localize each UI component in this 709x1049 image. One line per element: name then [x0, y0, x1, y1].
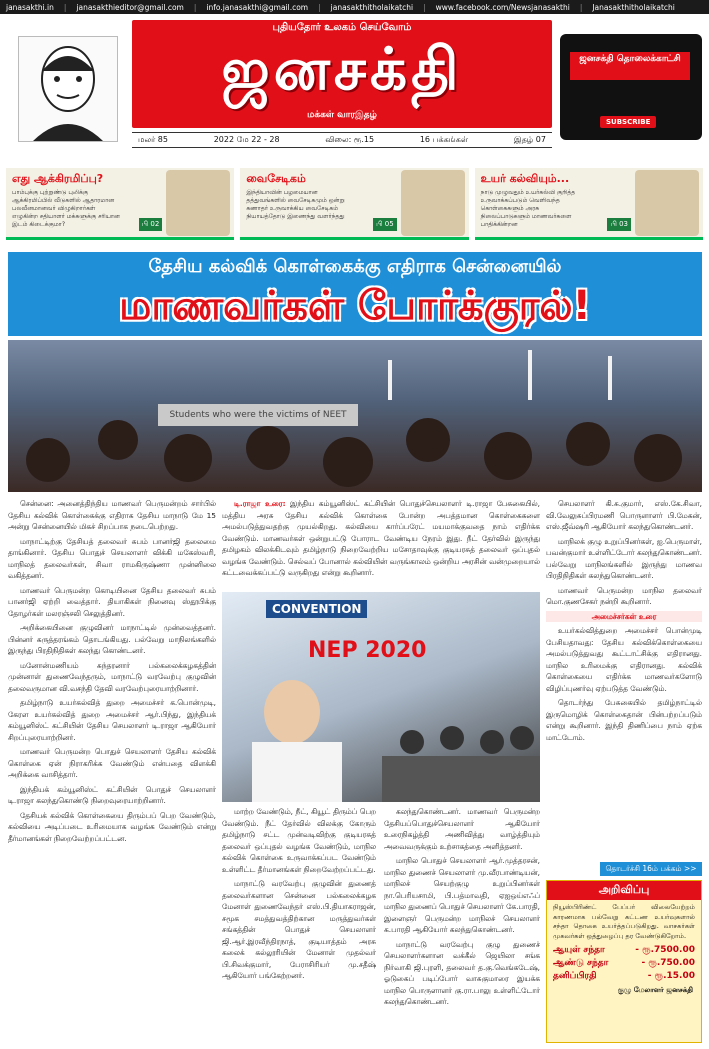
section-subhead: அமைச்சர்கள் உரை [546, 611, 702, 623]
paragraph: அறிக்கையினை குழுவினர் மாநாட்டில் முன்வைத்தனர். பின்னர் கருத்தரங்கம் தொடங்கியது. பல்வேறு மாநிலங்களில் இருந்து பிரதிநிதிகள் கலந்து கொண்டனர். [8, 623, 216, 655]
teaser-card[interactable] [240, 168, 468, 240]
teaser-photo [635, 170, 699, 236]
rate-label: ஆயுள் சந்தா [553, 945, 605, 955]
rate-value: - ரூ.15.00 [647, 971, 695, 981]
issue-date: 2022 மே 22 - 28 [213, 135, 280, 144]
paragraph: மாநாட்டு வரவேற்பு குழுவின் துணைத் தலைவர்களான சென்னை பல்கலைக்கழக மேனாள் துணைவேந்தர் எஸ்.பி.தியாகராஜன், சமூக சமத்துவத்திற்கான மருத்துவர்கள் சங்கத்தின் பொதுச் செயலாளர் ஜி.ஆர்.இரவீந்திரநாத், குடியாத்தம் அரசு கலைக் கல்லூரியின் மேனாள் முதல்வர் பி.சிவக்குமார், பேராசிரியர் மு.சதீஷ் ஆகியோர் பங்கேற்றனர். [222, 879, 376, 980]
masthead [0, 14, 709, 162]
teaser-page: பி 02 [139, 218, 163, 231]
paragraph: உயர்கல்வித்துறை அமைச்சர் பொன்முடி பேசியதாவது: தேசிய கல்விக்கொள்கையை அமல்படுத்துவது கூட்டாட்சிக்கு எதிரானது. மாநில உரிமைக்கு எதிரானது. கல்விக் கொள்கையை எதிர்க்க மாணவர்களோடு விழிப்புணர்வு ஏற்படுத்த வேண்டும். [546, 626, 702, 693]
issue-number: இதழ் 07 [513, 135, 546, 144]
facebook-link[interactable]: www.facebook.com/Newsjanasakthi [435, 2, 570, 12]
youtube-link[interactable]: janasakthitholaikatchi [330, 2, 414, 12]
teaser-page: பி 05 [373, 218, 397, 231]
teaser-text: நாடு முழுவதும் உயர்கல்வி குறித்த உருவாக்கப்படும் வெளிவந்த கொள்கைகளும் அரசு நிலைப்பாடுகளும் மாணவர்களை பாதிக்கின்றன [480, 189, 576, 228]
teaser-card[interactable] [475, 168, 703, 240]
notice-title: அறிவிப்பு [547, 881, 701, 900]
rate-label: தனிப்பிரதி [553, 971, 597, 981]
paragraph: மனோன்மணியம் சுந்தரனார் பல்கலைக்கழகத்தின் முன்னாள் துணைவேந்தரும், மாநாட்டு வரவேற்பு குழுவின் தலைவருமான வி.வசந்தி தேவி வரவேற்புரையாற்றினார். [8, 660, 216, 693]
paragraph: மாணவர் பெருமன்ற பொதுச் செயலாளர் தேசிய கல்விக் கொள்கை ஏன் நிராகரிக்க வேண்டும் என்பதை விளக்கி அறிக்கை வாசித்தார். [8, 747, 216, 779]
subscription-notice [546, 880, 702, 1043]
teaser-text: இந்தியாவின் பழமையான தத்துவங்களில் வைசேடிகமும் ஒன்று கணாதர் உருவாக்கிய வைசேடிகம் நியாயத்தோடு இணைந்து வளர்ந்தது [246, 189, 345, 220]
lead-headline: மாணவர்கள் போர்க்குரல்! [119, 283, 591, 329]
rate-row [547, 944, 701, 957]
paragraph: சென்னை: அனைத்திந்திய மாணவர் பெருமன்றம் சார்பில் தேசிய கல்விக் கொள்கைக்கு எதிராக தேசிய மாநாடு மே 15 அன்று சென்னையில் மிகச் சிறப்பாக நடைபெற்றது. [8, 499, 216, 531]
email-link-2[interactable]: info.janasakthi@gmail.com [206, 2, 309, 12]
rate-row [547, 970, 701, 983]
article-column-2b [384, 806, 540, 1043]
teaser-text: பாம்புக்கு புற்றுண்டு புலிக்கு ஆக்கிரமிப்பில் வீடுகளில் ஆதாரமான பலவீனமானவர் விழுகிறார்கள் எழுகின்ற சதியாளர் மக்களுக்கு சரியான இடம் கிடைக்குமா? [12, 189, 120, 228]
photo-banner-text: Students who were the victims of NEET [158, 404, 358, 426]
convention-banner: CONVENTION [266, 600, 367, 618]
teaser-heading: உயர் கல்வியும்... [480, 172, 570, 185]
teaser-heading: வைசேடிகம் [246, 172, 306, 185]
highlight-text: இந்திய கம்யூனிஸ்ட் கட்சியின் பொதுச்செயலாளர் டி.ராஜா பேசுகையில், மத்திய அரசு தேசிய கல்விக் கொள்கை போன்ற அபத்தமான கொள்கைகளை அமல்படுத்துவதற்கு முயல்கிறது. கல்வியை கார்ப்பரேட் மயமாக்குவதை நாம் எதிர்க்க வேண்டும். மாணவர்கள் ஒன்றுபட்டு போராட வேண்டிய நேரம் இது. நீட் தேர்வில் இருந்து தமிழகம் விலக்கிடவும் தமிழ்நாடு நிறைவேற்றிய மசோதாவுக்கு குடியரசுத் தலைவர் ஒப்புதல் வழங்க வேண்டும். செல்வப் போனால் கல்வியின் வருங்காலம் ஒன்றிய அரசின் வன்முறையால் கட்டவைக்கப்பட்டு வருகிறது என்று கூறினார். [222, 499, 540, 577]
teaser-photo [401, 170, 465, 236]
paragraph: மாநில பொதுச் செயலாளர் ஆர்.முத்தரசன், மாநில துணைச் செயலாளர் மு.வீரபாண்டியன், மாநிலச் செயற்குழு உறுப்பினர்கள் நா.பெரியசாமி, பி.பத்மாவதி, ஏஐஒய்எஃப் மாநில துணைப் பொதுச் செயலாளர் கே.பாரதி, இளைஞர் பெருமன்ற மாநிலச் செயலாளர் க.பாரதி ஆகியோர் கலந்துகொண்டனர். [384, 856, 540, 934]
issue-volume: மலர் 85 [138, 135, 168, 144]
teaser-photo [166, 170, 230, 236]
notice-description: நியூஸ்பிரிண்ட் பேப்பர் விலையேற்றம் காரணமாக பல்வேறு கட்டண உயர்வுகளால் சந்தா தொகை உயர்த்தப்படுகிறது. வாசகர்கள் முகவர்கள் ஒத்துழைப்பு தர வேண்டுகிறோம். [553, 903, 695, 940]
paragraph: கலந்துகொண்டனர். மாணவர் பெருமன்ற தேசியப்பொதுச்செயலாளர் ஆகியோர் உரைநிகழ்த்தி அணிவித்து வாழ்த்தியும் அவைவருக்கும் உற்சாகத்தை அளித்தனர். [384, 807, 540, 851]
paragraph: மாணவர் பெருமன்ற கொடியினை தேசிய தலைவர் சுபம் பானர்ஜி ஏற்றி வைத்தார். தியாகிகள் நினைவு ஸ்தூபிக்கு தோழர்கள் மலரஞ்சலி செலுத்தினர். [8, 585, 216, 618]
rate-value: - ரூ.7500.00 [635, 945, 695, 955]
issue-info-bar [132, 132, 552, 148]
paragraph: தேசியக் கல்விக் கொள்கையை திரும்பப் பெற வேண்டும், கல்வியை அடிப்படை உரிமையாக வழங்க வேண்டும் என்று தீர்மானங்கள் நிறைவேற்றப்பட்டன. [8, 810, 216, 843]
issue-price: விலை: ரூ.15 [325, 135, 375, 144]
rate-value: - ரூ.750.00 [641, 958, 695, 968]
contact-bar: janasakthi.in | janasakthieditor@gmail.com | info.janasakthi@gmail.com | janasakthitholaikatchi | www.facebook.com/Newsjanasakthi | Janasakthitholaikatchi [0, 0, 709, 14]
teaser-page: பி 03 [607, 218, 631, 231]
notice-signature: குழு மேலாளர் ஜனசக்தி [617, 986, 693, 994]
article-column-2a [222, 806, 376, 1043]
website-link[interactable]: janasakthi.in [6, 2, 54, 12]
paragraph: மாற்ற வேண்டும், நீட், கியூட் திரும்ப் பெற வேண்டும். நீட் தேர்வில் விலக்கு கோரும் தமிழ்நாடு சட்ட முன்வடிவிற்கு குடியரசுத் தலைவர் ஒப்புதல் வழங்க வேண்டும், மாநில கல்விக் கொள்கை உருவாக்கப்பட வேண்டும் உள்ளிட்ட தீர்மானங்கள் நிறைவேற்றப்பட்டது. [222, 807, 376, 874]
subscribe-button[interactable]: SUBSCRIBE [600, 116, 656, 128]
paragraph: மாணவர் பெருமன்ற மாநில தலைவர் மொ.குணசேகர் நன்றி கூறினார். [546, 585, 702, 606]
teaser-heading: எது ஆக்கிரமிப்பு? [12, 172, 104, 185]
lead-photo [8, 340, 702, 492]
convention-photo [222, 592, 540, 802]
continued-link[interactable]: தொடர்ச்சி 16ம் பக்கம் >> [600, 862, 702, 876]
tv-promo[interactable] [560, 34, 702, 140]
founder-portrait [18, 36, 118, 142]
paragraph: செயலாளர் கி.சு.குமார், எஸ்.கே.சிவா, வி.வேலுசுப்பிரமணி பொருளாளர் பி.மேகன், எஸ்.ஜீவ்ஷரி ஆகியோர் கலந்துகொண்டனர். [546, 499, 702, 531]
paragraph: மாநாட்டிற்கு தேசியத் தலைவர் சுபம் பானர்ஜி தலைமை தாங்கினார். தேசிய பொதுச் செயலாளர் விக்கி மகேஸ்வரி, மாநிலத் தலைவர்கள், சிவா ராமகிருஷ்ணா முன்னிலை வகித்தனர். [8, 536, 216, 580]
issue-pages: 16 பக்கங்கள் [419, 135, 469, 144]
article-column-3 [546, 498, 702, 806]
channel-link[interactable]: Janasakthitholaikatchi [592, 2, 675, 12]
paragraph: தொடர்ந்து பேசுகையில் தமிழ்நாட்டில் இருமொழிக் கொள்கைதான் பின்பற்றப்படும் என்று கூறினார். இந்தி திணிப்பை நாம் ஏற்க மாட்டோம். [546, 698, 702, 742]
teaser-card[interactable] [6, 168, 234, 240]
masthead-tagline: புதியதோர் உலகம் செய்வோம் [272, 22, 412, 33]
nep-banner: NEP 2020 [308, 638, 427, 663]
rate-label: ஆண்டு சந்தா [553, 958, 609, 968]
lead-kicker: தேசிய கல்விக் கொள்கைக்கு எதிராக சென்னையில் [148, 256, 562, 277]
teaser-row [0, 168, 709, 244]
newspaper-title: ஜனசக்தி [221, 35, 463, 103]
highlight-lead-in: டி.ராஜா உரை: [234, 499, 286, 508]
masthead-subtitle: மக்கள் வாரஇதழ் [307, 110, 377, 120]
paragraph: இந்தியக் கம்யூனிஸ்ட் கட்சியின் பொதுச் செயலாளர் டி.ராஜா கலந்துகொண்டு நிறைவுரையாற்றினார். [8, 784, 216, 805]
paragraph: மாநிலக் குழு உறுப்பினர்கள், ஐ.பெருமாள், பவன்குமார் உள்ளிட்டோர் கலந்துகொண்டனர். பல்வேறு மாநிலங்களில் இருந்து மாணவ பிரதிநிதிகள் கலந்துகொண்டனர். [546, 536, 702, 580]
email-link-1[interactable]: janasakthieditor@gmail.com [76, 2, 184, 12]
article-column-1 [8, 498, 216, 1043]
tv-channel-label: ஜனசக்தி தொலைக்காட்சி [570, 52, 690, 80]
article-highlight [222, 498, 540, 590]
rate-row [547, 957, 701, 970]
paragraph: தமிழ்நாடு உயர்கல்வித் துறை அமைச்சர் க.பொன்முடி, கேரள உயர்கல்வித் துறை அமைச்சர் ஆர்.பிந்து, இந்தியக் கம்யூனிஸ்ட் கட்சியின் தேசிய செயலாளர் டி.ராஜா ஆகியோர் சிறப்புரையாற்றினர். [8, 698, 216, 742]
paragraph: மாநாட்டு வரவேற்பு குழு துணைச் செயலாளர்களான வக்கீல் ஜெயிலா சங்க நிர்வாகி ஜி.புரளி, தலைவர் த.கு.வெங்கடேஷ், ஓடுகைப் படிப்போர் வாசுகுமாரை இயக்க மாநில பொருளாளர் கு.ரா.பாலு உள்ளிட்டோர் கலந்துகொண்டனர். [384, 939, 540, 1006]
